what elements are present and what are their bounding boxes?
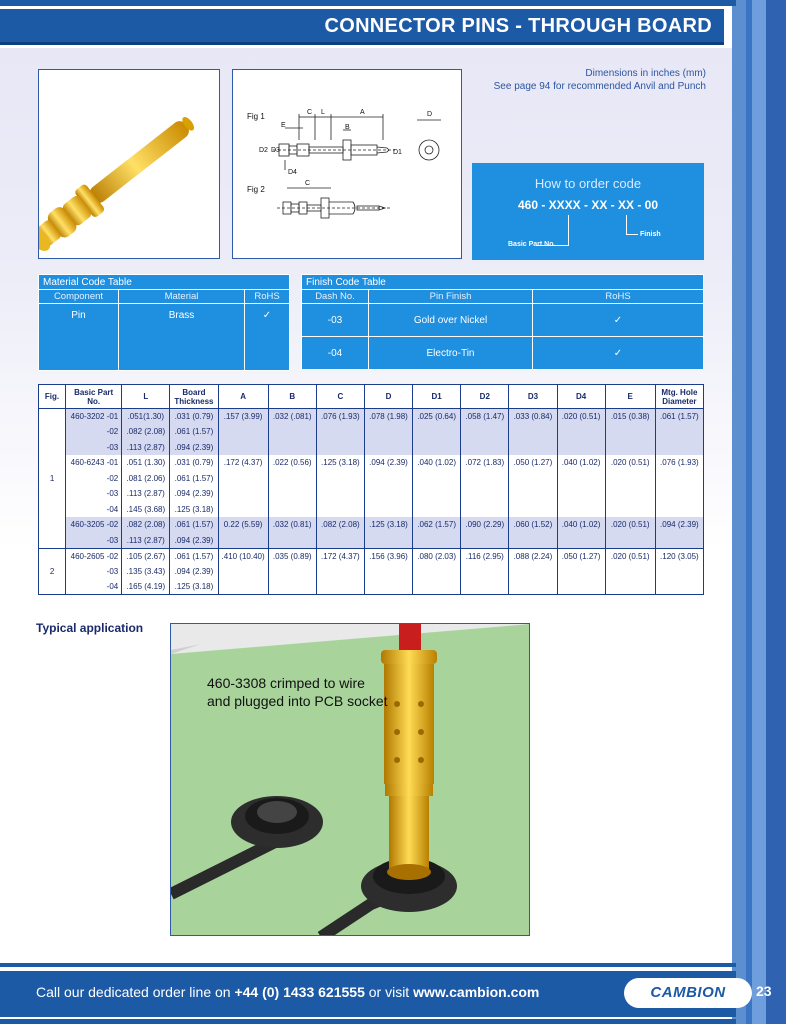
dimension-cell [413, 486, 461, 502]
dimension-cell [461, 471, 509, 487]
footer-phone[interactable]: +44 (0) 1433 621555 [234, 984, 365, 1000]
part-number-cell: -04 [66, 579, 122, 595]
dimension-cell: .062 (1.57) [413, 517, 461, 533]
finish-cell: ✓ [533, 304, 704, 337]
dimension-cell: .061 (1.57) [170, 424, 218, 440]
col-header: D4 [557, 385, 605, 409]
order-code-pattern: 460 - XXXX - XX - XX - 00 [517, 198, 659, 212]
dimension-cell [461, 502, 509, 518]
dimension-cell: .135 (3.43) [122, 564, 170, 580]
dim-c-label: C [307, 109, 313, 116]
fig-number-cell: 2 [39, 548, 66, 595]
dimension-cell: .058 (1.47) [461, 409, 509, 425]
dimension-cell [655, 424, 703, 440]
dimension-cell [605, 564, 655, 580]
footer-overlay [0, 971, 786, 1017]
col-header: D1 [413, 385, 461, 409]
dimension-cell [461, 579, 509, 595]
material-header-material: Material [119, 290, 245, 304]
table-row [39, 440, 704, 456]
col-header: E [605, 385, 655, 409]
dimension-cell: .020 (0.51) [605, 517, 655, 533]
dimension-cell [509, 579, 557, 595]
dimension-cell: .410 (10.40) [218, 548, 268, 564]
dimension-cell [218, 440, 268, 456]
dimension-cell [316, 424, 364, 440]
dimension-cell [509, 533, 557, 549]
dimension-cell: .094 (2.39) [364, 455, 412, 471]
finish-header-dash: Dash No. [302, 290, 369, 304]
dimension-cell [413, 424, 461, 440]
dimension-cell: .090 (2.29) [461, 517, 509, 533]
finish-cell: Electro-Tin [369, 337, 533, 370]
side-stripe [732, 0, 746, 1024]
dim-d4-label: D4 [288, 169, 297, 176]
part-number-cell: -03 [66, 440, 122, 456]
dimension-cell [218, 533, 268, 549]
dimension-cell [316, 486, 364, 502]
dimension-cell: .165 (4.19) [122, 579, 170, 595]
dimension-cell: 0.22 (5.59) [218, 517, 268, 533]
application-illustration [170, 623, 530, 936]
dimension-cell [268, 440, 316, 456]
table-row [39, 424, 704, 440]
col-header: Mtg. Hole Diameter [655, 385, 703, 409]
table-row [39, 517, 704, 533]
dimension-cell [557, 486, 605, 502]
dimension-cell: .061 (1.57) [170, 517, 218, 533]
dimension-cell: .020 (0.51) [605, 548, 655, 564]
dimension-cell [605, 579, 655, 595]
dimension-cell [655, 564, 703, 580]
dimension-cell [316, 502, 364, 518]
dimension-cell [655, 502, 703, 518]
dimension-cell [218, 502, 268, 518]
dimension-cell: .094 (2.39) [655, 517, 703, 533]
part-number-cell: 460-3205 -02 [66, 517, 122, 533]
table-row [39, 548, 704, 564]
dimension-cell [316, 579, 364, 595]
col-header: Basic Part No. [66, 385, 122, 409]
dimension-cell: .116 (2.95) [461, 548, 509, 564]
dimension-cell [364, 579, 412, 595]
dimension-cell: .031 (0.79) [170, 409, 218, 425]
dimension-cell: .172 (4.37) [218, 455, 268, 471]
dim-b-label: B [345, 124, 350, 131]
dimension-cell [364, 502, 412, 518]
order-finish-label: Finish [640, 231, 661, 238]
dimension-cell [557, 502, 605, 518]
dimension-cell: .094 (2.39) [170, 533, 218, 549]
col-header: C [316, 385, 364, 409]
dimension-cell [218, 564, 268, 580]
dimension-cell: .080 (2.03) [413, 548, 461, 564]
dimension-cell: .061 (1.57) [655, 409, 703, 425]
dimension-cell [557, 564, 605, 580]
col-header: B [268, 385, 316, 409]
dim-d-label: D [427, 111, 433, 118]
dimension-cell: .050 (1.27) [557, 548, 605, 564]
footer-rule [0, 1019, 736, 1024]
dimension-cell [461, 564, 509, 580]
typical-application-label: Typical application [36, 621, 144, 635]
dimension-cell: .022 (0.56) [268, 455, 316, 471]
fig2-dim-c-label: C [305, 180, 311, 187]
dimension-cell [605, 486, 655, 502]
dimension-cell [509, 440, 557, 456]
dimension-cell [268, 471, 316, 487]
dimension-cell: .040 (1.02) [557, 455, 605, 471]
dimension-cell [413, 533, 461, 549]
dimension-cell [316, 440, 364, 456]
dimension-cell: .051 (1.30) [122, 455, 170, 471]
table-row [39, 455, 704, 471]
dimension-cell [655, 440, 703, 456]
dimension-cell [268, 533, 316, 549]
part-number-cell: -04 [66, 502, 122, 518]
dimension-cell: .060 (1.52) [509, 517, 557, 533]
dimension-cell [364, 471, 412, 487]
side-stripe [766, 0, 786, 1024]
dimension-cell [413, 471, 461, 487]
dimension-cell: .025 (0.64) [413, 409, 461, 425]
material-cell: Pin [39, 304, 119, 371]
footer-rule [0, 963, 736, 967]
dimension-cell [268, 564, 316, 580]
part-number-cell: -02 [66, 471, 122, 487]
dimension-cell [509, 502, 557, 518]
col-header: D2 [461, 385, 509, 409]
dimension-cell [268, 424, 316, 440]
dimension-cell [509, 424, 557, 440]
header-rule [0, 0, 736, 6]
footer-middle: or visit [368, 984, 410, 1000]
page-number: 23 [756, 983, 772, 999]
finish-header-rohs: RoHS [533, 290, 704, 304]
finish-cell: -03 [302, 304, 369, 337]
finish-cell: -04 [302, 337, 369, 370]
dim-e-label: E [281, 122, 286, 129]
dimension-cell: .081 (2.06) [122, 471, 170, 487]
dimension-cell [461, 533, 509, 549]
dimension-cell: .031 (0.79) [170, 455, 218, 471]
dimension-cell [509, 471, 557, 487]
dimension-cell: .082 (2.08) [316, 517, 364, 533]
dimension-cell [316, 533, 364, 549]
dimension-cell: .094 (2.39) [170, 440, 218, 456]
table-row [39, 564, 704, 580]
dimension-cell [413, 502, 461, 518]
dimension-cell [218, 486, 268, 502]
dimension-cell: .033 (0.84) [509, 409, 557, 425]
footer-website[interactable]: www.cambion.com [413, 984, 540, 1000]
col-header: Fig. [39, 385, 66, 409]
dimension-cell [218, 471, 268, 487]
caption-line2: and plugged into PCB socket [207, 693, 388, 709]
table-row [39, 471, 704, 487]
col-header: L [122, 385, 170, 409]
table-row [39, 533, 704, 549]
dim-d2-label: D2 [259, 147, 268, 154]
part-number-cell: -03 [66, 533, 122, 549]
dimension-cell [268, 486, 316, 502]
col-header: A [218, 385, 268, 409]
dimension-cell [218, 579, 268, 595]
finish-code-table [301, 274, 704, 370]
dimension-cell: .015 (0.38) [605, 409, 655, 425]
dimension-cell: .088 (2.24) [509, 548, 557, 564]
dimension-cell: .040 (1.02) [557, 517, 605, 533]
dimension-drawing [232, 69, 462, 259]
dim-d3-label: D3 [271, 147, 280, 154]
cambion-logo: CAMBION [624, 978, 752, 1008]
dimension-cell [218, 424, 268, 440]
dimension-cell [605, 440, 655, 456]
dimensions-note [494, 67, 706, 93]
dimension-cell: .157 (3.99) [218, 409, 268, 425]
fig2-label: Fig 2 [247, 185, 265, 194]
dimension-cell [655, 533, 703, 549]
dimension-cell [364, 486, 412, 502]
dimension-cell: .125 (3.18) [316, 455, 364, 471]
dimension-cell: .105 (2.67) [122, 548, 170, 564]
finish-cell: ✓ [533, 337, 704, 370]
dimensions-note-line1: Dimensions in inches (mm) [585, 68, 706, 79]
dimension-cell [268, 579, 316, 595]
dimension-cell [461, 424, 509, 440]
dimension-cell: .125 (3.18) [170, 579, 218, 595]
part-number-cell: -03 [66, 564, 122, 580]
dimension-cell [316, 471, 364, 487]
part-number-cell: -03 [66, 486, 122, 502]
side-stripe [752, 0, 766, 1024]
dimension-cell: .094 (2.39) [170, 564, 218, 580]
dimension-cell [461, 440, 509, 456]
dimension-cell [268, 502, 316, 518]
fig1-label: Fig 1 [247, 112, 265, 121]
dimension-cell [557, 579, 605, 595]
dimension-cell [509, 486, 557, 502]
part-number-cell: 460-3202 -01 [66, 409, 122, 425]
dimension-cell [413, 440, 461, 456]
material-header-component: Component [39, 290, 119, 304]
order-code-title: How to order code [534, 176, 642, 191]
dimension-cell: .076 (1.93) [655, 455, 703, 471]
dimension-cell [364, 440, 412, 456]
dimension-cell: .125 (3.18) [364, 517, 412, 533]
dimension-cell: .050 (1.27) [509, 455, 557, 471]
product-photo [38, 69, 220, 259]
dimension-cell: .020 (0.51) [605, 455, 655, 471]
dimensions-table [38, 384, 704, 595]
dimension-cell [364, 424, 412, 440]
dimension-cell: .072 (1.83) [461, 455, 509, 471]
dimension-cell: .061 (1.57) [170, 471, 218, 487]
finish-header-finish: Pin Finish [369, 290, 533, 304]
dimension-cell: .076 (1.93) [316, 409, 364, 425]
dimension-cell [557, 440, 605, 456]
dimension-cell: .082 (2.08) [122, 424, 170, 440]
dimension-cell: .125 (3.18) [170, 502, 218, 518]
caption-line1: 460-3308 crimped to wire [207, 675, 365, 691]
dimension-cell [509, 564, 557, 580]
dimension-cell [413, 564, 461, 580]
dimension-cell: .120 (3.05) [655, 548, 703, 564]
dimension-cell [655, 486, 703, 502]
dimension-cell: .113 (2.87) [122, 486, 170, 502]
dim-l-label: L [321, 109, 325, 116]
col-header: D [364, 385, 412, 409]
dimension-cell: .156 (3.96) [364, 548, 412, 564]
dimension-cell [655, 471, 703, 487]
table-row [39, 486, 704, 502]
dimension-cell: .113 (2.87) [122, 533, 170, 549]
dimension-cell: .094 (2.39) [170, 486, 218, 502]
application-caption [207, 674, 388, 710]
part-number-cell: 460-6243 -01 [66, 455, 122, 471]
dimension-cell: .082 (2.08) [122, 517, 170, 533]
dimension-cell [605, 471, 655, 487]
dimension-cell [364, 533, 412, 549]
material-code-table [38, 274, 290, 371]
dimension-cell: .061 (1.57) [170, 548, 218, 564]
dimension-cell [605, 533, 655, 549]
dimension-cell: .032 (0.81) [268, 517, 316, 533]
table-row [39, 502, 704, 518]
dimension-cell: .172 (4.37) [316, 548, 364, 564]
order-code-box [472, 163, 704, 260]
dimension-cell [461, 486, 509, 502]
finish-cell: Gold over Nickel [369, 304, 533, 337]
dimension-cell: .035 (0.89) [268, 548, 316, 564]
part-number-cell: -02 [66, 424, 122, 440]
footer-prefix: Call our dedicated order line on [36, 984, 231, 1000]
dim-a-label: A [360, 109, 365, 116]
material-header-rohs: RoHS [245, 290, 290, 304]
dimension-cell [557, 533, 605, 549]
dimension-cell [413, 579, 461, 595]
dimension-cell: .040 (1.02) [413, 455, 461, 471]
fig-number-cell: 1 [39, 409, 66, 549]
dimension-cell [316, 564, 364, 580]
material-table-title: Material Code Table [39, 275, 290, 290]
dimension-cell: .020 (0.51) [557, 409, 605, 425]
dimension-cell: .078 (1.98) [364, 409, 412, 425]
table-row [39, 409, 704, 425]
dimension-cell: .032 (.081) [268, 409, 316, 425]
table-row [39, 579, 704, 595]
dimension-cell: .145 (3.68) [122, 502, 170, 518]
finish-table-title: Finish Code Table [302, 275, 704, 290]
dimension-cell [557, 471, 605, 487]
part-number-cell: 460-2605 -02 [66, 548, 122, 564]
dimensions-note-line2: See page 94 for recommended Anvil and Punch [493, 81, 706, 92]
order-basic-part-label: Basic Part No. [508, 241, 556, 248]
dimension-cell [605, 502, 655, 518]
dimension-cell [605, 424, 655, 440]
material-cell: Brass [119, 304, 245, 371]
dimension-cell [557, 424, 605, 440]
material-cell: ✓ [245, 304, 290, 371]
page-header [0, 9, 724, 45]
dimension-cell: .051(1.30) [122, 409, 170, 425]
dimension-cell: .113 (2.87) [122, 440, 170, 456]
dim-d1-label: D1 [393, 149, 402, 156]
col-header: D3 [509, 385, 557, 409]
page-title: CONNECTOR PINS - THROUGH BOARD [324, 15, 712, 37]
dimension-cell [655, 579, 703, 595]
dimension-cell [364, 564, 412, 580]
col-header: Board Thickness [170, 385, 218, 409]
